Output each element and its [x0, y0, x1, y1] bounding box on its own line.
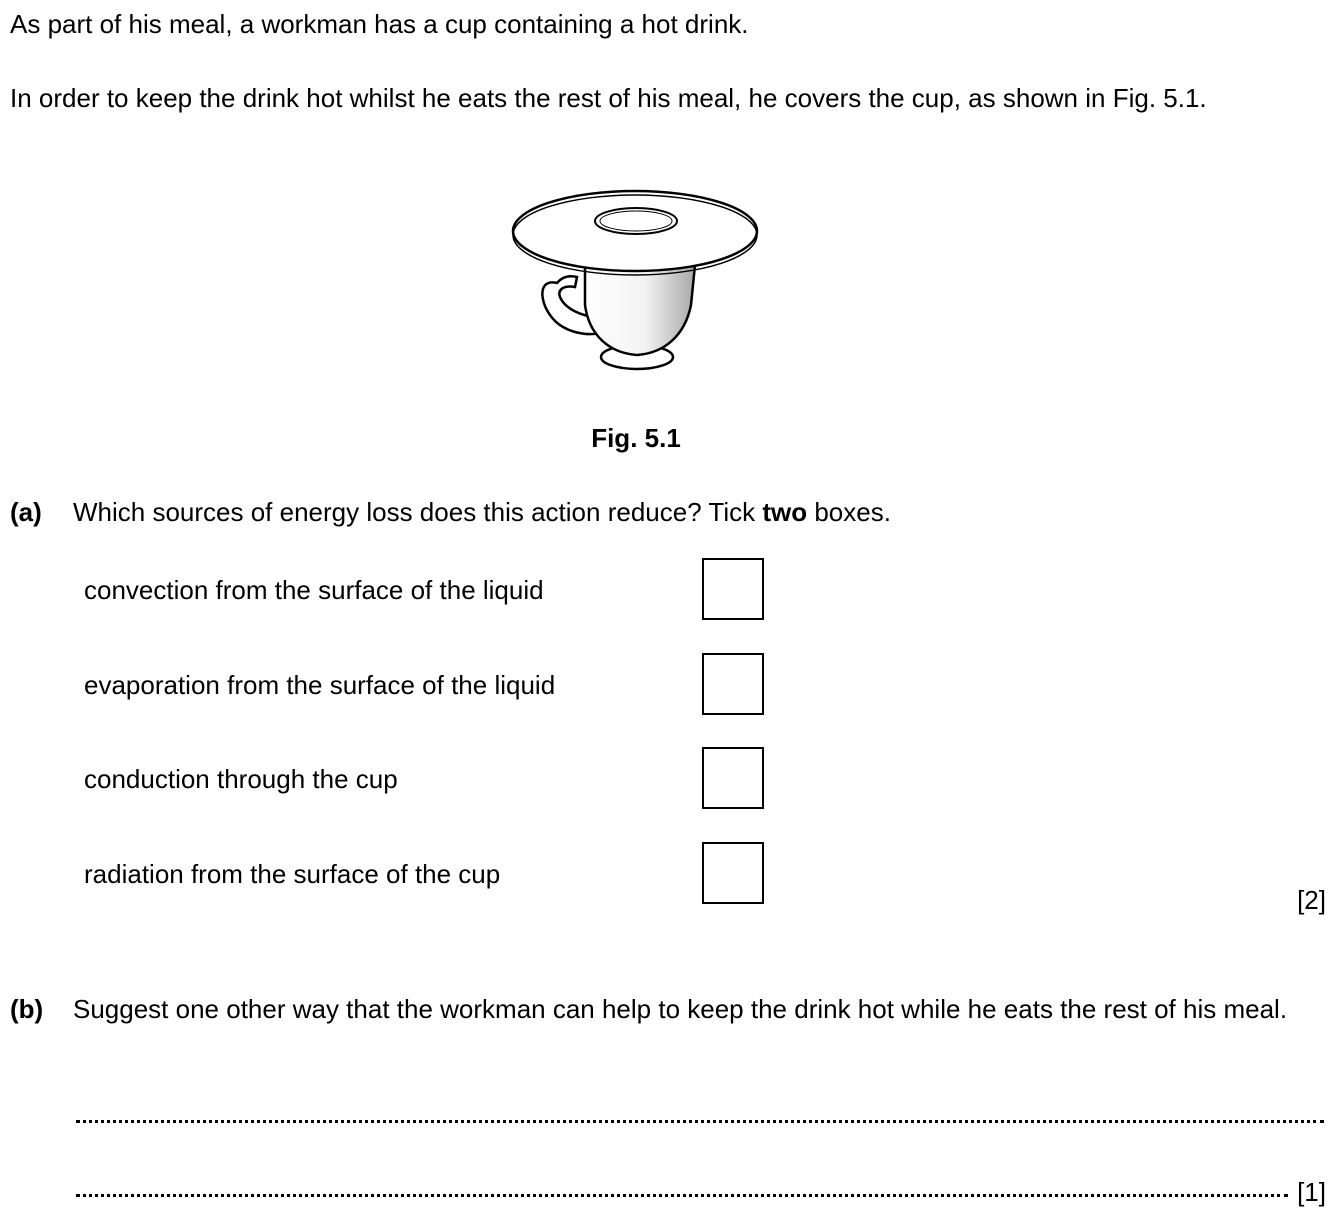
figure-caption: Fig. 5.1 [591, 423, 681, 453]
tickbox-evaporation[interactable] [702, 653, 764, 715]
answer-line-1[interactable] [76, 1120, 1324, 1123]
tickbox-radiation[interactable] [702, 842, 764, 904]
part-a-label: (a) [10, 497, 42, 527]
part-a-marks: [2] [1297, 885, 1326, 915]
part-b-question: Suggest one other way that the workman can help to keep the drink hot while he eats the rest of his meal. [73, 994, 1288, 1024]
part-b-label: (b) [10, 994, 44, 1024]
part-b-marks: [1] [1297, 1177, 1326, 1207]
covered-cup-figure [505, 185, 765, 380]
cup-bowl [585, 265, 695, 355]
option-radiation: radiation from the surface of the cup [84, 859, 501, 889]
tickbox-convection[interactable] [702, 558, 764, 620]
option-convection: convection from the surface of the liquid [84, 575, 544, 605]
option-conduction: conduction through the cup [84, 764, 398, 794]
intro-line-1: As part of his meal, a workman has a cup containing a hot drink. [10, 9, 749, 39]
intro-line-2: In order to keep the drink hot whilst he eats the rest of his meal, he covers the cup, as shown in Fig. 5.1. [10, 83, 1207, 113]
option-evaporation: evaporation from the surface of the liquid [84, 670, 556, 700]
part-a-question: Which sources of energy loss does this action reduce? Tick two boxes. [73, 497, 891, 527]
tickbox-conduction[interactable] [702, 747, 764, 809]
answer-line-2[interactable] [76, 1194, 1288, 1197]
